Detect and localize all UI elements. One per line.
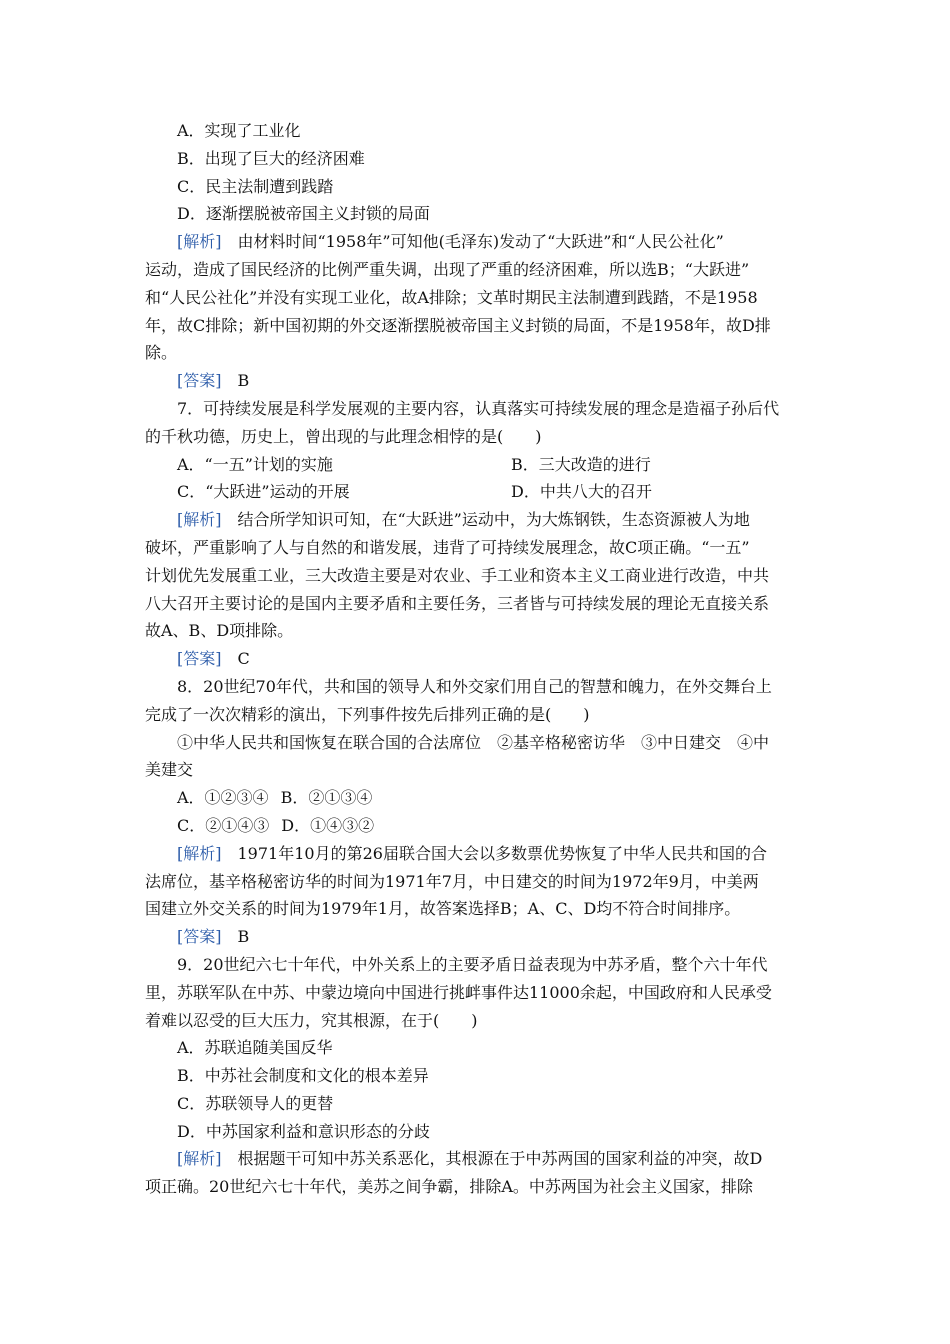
q8-option-b: B．②①③④ <box>280 788 373 808</box>
q9-analysis-line: 项正确。20世纪六七十年代，美苏之间争霸，排除A。中苏两国为社会主义国家，排除 <box>145 1177 753 1197</box>
q9-option-d: D．中苏国家利益和意识形态的分歧 <box>177 1121 430 1141</box>
q7-options-row <box>145 478 809 506</box>
q6-option-c: C．民主法制遭到践踏 <box>177 176 334 196</box>
q8-option-a: A．①②③④ <box>177 788 269 808</box>
q9-option-c: C．苏联领导人的更替 <box>177 1093 334 1113</box>
q8-stem-line: 完成了一次次精彩的演出，下列事件按先后排列正确的是( ) <box>145 704 590 724</box>
q8-option-c: C．②①④③ <box>177 815 270 835</box>
answer-tag: [答案] <box>177 649 222 669</box>
q7-stem <box>145 395 809 451</box>
q7-analysis-line: 计划优先发展重工业，三大改造主要是对农业、手工业和资本主义工商业进行改造，中共 <box>145 565 770 585</box>
q7-stem-line: 7．可持续发展是科学发展观的主要内容，认真落实可持续发展的理念是造福子孙后代 <box>177 398 780 418</box>
q8-analysis-line: 法席位，基辛格秘密访华的时间为1971年7月，中日建交的时间为1972年9月，中美两 <box>145 871 759 891</box>
q6-analysis <box>145 228 809 367</box>
q6-answer-value: B <box>221 371 250 391</box>
q6-analysis-line: 运动，造成了国民经济的比例严重失调，出现了严重的经济困难，所以选B；“大跃进” <box>145 259 750 279</box>
q8-items-line: ①中华人民共和国恢复在联合国的合法席位 ②基辛格秘密访华 ③中日建交 ④中 <box>177 732 770 752</box>
document-page <box>145 117 809 1201</box>
q8-analysis-line: 1971年10月的第26届联合国大会以多数票优势恢复了中华人民共和国的合 <box>221 843 767 863</box>
analysis-tag: [解析] <box>177 232 222 252</box>
q8-analysis-line: 国建立外交关系的时间为1979年1月，故答案选择B；A、C、D均不符合时间排序。 <box>145 899 741 919</box>
q7-analysis-line: 故A、B、D项排除。 <box>145 621 294 641</box>
q9-option-a: A．苏联追随美国反华 <box>177 1038 333 1058</box>
q6-option-a: A．实现了工业化 <box>177 121 301 140</box>
q9-stem-line: 里，苏联军队在中苏、中蒙边境向中国进行挑衅事件达11000余起，中国政府和人民承受 <box>145 982 772 1002</box>
q9-stem-line: 着难以忍受的巨大压力，究其根源，在于( ) <box>145 1010 478 1030</box>
q8-answer-value: B <box>221 927 250 947</box>
q9-analysis-line: 根据题干可知中苏关系恶化，其根源在于中苏两国的国家利益的冲突，故D <box>221 1149 763 1169</box>
q7-analysis-line: 破坏，严重影响了人与自然的和谐发展，违背了可持续发展理念，故C项正确。“一五” <box>145 537 750 557</box>
analysis-tag: [解析] <box>177 843 222 863</box>
q7-option-d: D．中共八大的召开 <box>511 482 652 502</box>
q8-stem <box>145 673 809 729</box>
q6-analysis-line: 除。 <box>145 343 178 363</box>
q7-answer <box>145 645 809 673</box>
q7-analysis-line: 结合所学知识可知，在“大跃进”运动中，为大炼钢铁，生态资源被人为地 <box>221 510 750 530</box>
q8-items <box>145 729 809 785</box>
q8-options-row <box>145 812 809 840</box>
q8-option-d: D．①④③② <box>281 815 375 835</box>
answer-tag: [答案] <box>177 927 222 947</box>
q8-answer <box>145 923 809 951</box>
q7-answer-value: C <box>221 649 250 669</box>
q6-analysis-line: 由材料时间“1958年”可知他(毛泽东)发动了“大跃进”和“人民公社化” <box>221 232 724 252</box>
q7-option-a: A．“一五”计划的实施 <box>177 454 333 474</box>
q8-stem-line: 8．20世纪70年代，共和国的领导人和外交家们用自己的智慧和魄力，在外交舞台上 <box>177 676 772 696</box>
analysis-tag: [解析] <box>177 1149 222 1169</box>
q8-items-line: 美建交 <box>145 760 194 780</box>
q8-options-row <box>145 784 809 812</box>
q6-analysis-line: 和“人民公社化”并没有实现工业化，故A排除；文革时期民主法制遭到践踏，不是1958 <box>145 287 758 307</box>
q9-stem-line: 9．20世纪六七十年代，中外关系上的主要矛盾日益表现为中苏矛盾，整个六十年代 <box>177 954 768 974</box>
answer-tag: [答案] <box>177 371 222 391</box>
q6-answer <box>145 367 809 395</box>
q7-analysis <box>145 506 809 645</box>
q7-analysis-line: 八大召开主要讨论的是国内主要矛盾和主要任务，三者皆与可持续发展的理论无直接关系 <box>145 593 770 613</box>
q7-option-c: C．“大跃进”运动的开展 <box>177 482 350 502</box>
q9-option-b: B．中苏社会制度和文化的根本差异 <box>177 1066 429 1086</box>
q9-analysis <box>145 1145 809 1201</box>
q6-option-d: D．逐渐摆脱被帝国主义封锁的局面 <box>177 204 430 224</box>
q8-analysis <box>145 840 809 923</box>
q9-stem <box>145 951 809 1034</box>
q6-analysis-line: 年，故C排除；新中国初期的外交逐渐摆脱被帝国主义封锁的局面，不是1958年，故D排 <box>145 315 771 335</box>
q7-stem-line: 的千秋功德，历史上，曾出现的与此理念相悖的是( ) <box>145 426 542 446</box>
q7-options-row <box>145 451 809 479</box>
q6-option-b: B．出现了巨大的经济困难 <box>177 148 365 168</box>
analysis-tag: [解析] <box>177 510 222 530</box>
q7-option-b: B．三大改造的进行 <box>511 454 651 474</box>
